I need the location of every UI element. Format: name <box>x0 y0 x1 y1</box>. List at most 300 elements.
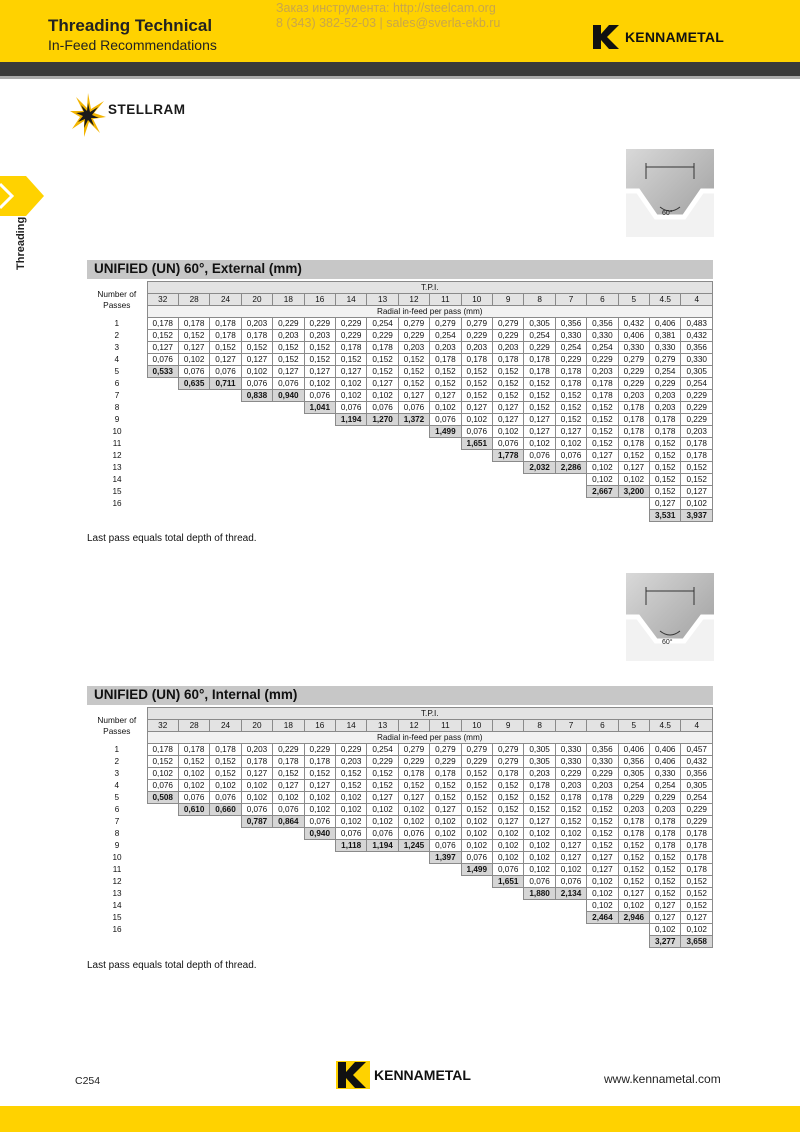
empty-cell <box>461 912 492 924</box>
empty-cell <box>398 924 429 936</box>
order-line-contact[interactable]: 8 (343) 382-52-03 | sales@sverla-ekb.ru <box>276 16 501 30</box>
empty-cell <box>367 474 398 486</box>
total-depth-cell: 1,651 <box>493 876 524 888</box>
empty-cell <box>178 402 209 414</box>
tpi-value: 12 <box>398 720 429 732</box>
thread-profile-internal-image <box>626 573 714 661</box>
empty-cell <box>524 486 555 498</box>
empty-cell <box>461 888 492 900</box>
infeed-cell: 0,152 <box>650 462 681 474</box>
empty-cell <box>178 840 209 852</box>
infeed-cell: 0,229 <box>681 402 713 414</box>
table-row <box>87 342 713 354</box>
infeed-cell: 0,229 <box>618 378 649 390</box>
empty-cell <box>524 900 555 912</box>
infeed-cell: 0,152 <box>681 462 713 474</box>
empty-cell <box>178 888 209 900</box>
empty-cell <box>241 828 272 840</box>
infeed-cell: 0,305 <box>618 768 649 780</box>
tpi-header: T.P.I. <box>147 282 712 294</box>
empty-cell <box>273 876 304 888</box>
infeed-cell: 0,254 <box>650 366 681 378</box>
infeed-cell: 0,229 <box>335 330 366 342</box>
empty-cell <box>273 402 304 414</box>
infeed-cell: 0,229 <box>618 366 649 378</box>
empty-cell <box>178 864 209 876</box>
infeed-cell: 0,127 <box>398 390 429 402</box>
empty-cell <box>430 438 461 450</box>
pass-number: 2 <box>114 331 120 340</box>
infeed-cell: 0,178 <box>681 852 713 864</box>
empty-cell <box>430 510 461 522</box>
pass-number: 9 <box>114 415 120 424</box>
internal-table-title-bar <box>87 686 713 705</box>
pass-number: 10 <box>112 853 122 862</box>
infeed-cell: 0,203 <box>493 342 524 354</box>
empty-cell <box>555 510 586 522</box>
empty-cell <box>147 888 178 900</box>
infeed-cell: 0,178 <box>178 744 209 756</box>
empty-cell <box>273 900 304 912</box>
infeed-cell: 0,127 <box>273 780 304 792</box>
infeed-cell: 0,102 <box>555 438 586 450</box>
infeed-cell: 0,127 <box>178 342 209 354</box>
passes-header-line1: Number of <box>97 714 137 725</box>
empty-cell <box>493 510 524 522</box>
table-row <box>87 390 713 402</box>
infeed-cell: 0,178 <box>335 342 366 354</box>
infeed-cell: 0,178 <box>681 864 713 876</box>
total-depth-cell: 1,118 <box>335 840 366 852</box>
table-row <box>87 912 713 924</box>
infeed-cell: 0,279 <box>493 318 524 330</box>
infeed-cell: 0,102 <box>493 840 524 852</box>
infeed-cell: 0,076 <box>273 378 304 390</box>
infeed-cell: 0,483 <box>681 318 713 330</box>
total-depth-cell: 0,787 <box>241 816 272 828</box>
infeed-cell: 0,127 <box>650 900 681 912</box>
empty-cell <box>178 828 209 840</box>
empty-cell <box>304 900 335 912</box>
infeed-cell: 0,178 <box>587 390 618 402</box>
tpi-value: 7 <box>555 720 586 732</box>
empty-cell <box>241 498 272 510</box>
infeed-cell: 0,229 <box>681 390 713 402</box>
infeed-cell: 0,330 <box>555 330 586 342</box>
empty-cell <box>555 900 586 912</box>
order-line-url[interactable]: Заказ инструмента: http://steelcam.org <box>276 1 496 15</box>
infeed-cell: 0,178 <box>493 768 524 780</box>
tpi-value: 4.5 <box>650 294 681 306</box>
empty-cell <box>398 936 429 948</box>
total-depth-cell: 1,372 <box>398 414 429 426</box>
empty-cell <box>304 450 335 462</box>
empty-cell <box>273 924 304 936</box>
empty-cell <box>241 402 272 414</box>
empty-cell <box>461 876 492 888</box>
empty-cell <box>367 852 398 864</box>
infeed-cell: 0,229 <box>367 756 398 768</box>
empty-cell <box>335 864 366 876</box>
infeed-cell: 0,127 <box>461 402 492 414</box>
table-row <box>87 366 713 378</box>
empty-cell <box>147 804 178 816</box>
empty-cell <box>398 498 429 510</box>
infeed-cell: 0,152 <box>681 888 713 900</box>
tpi-value: 28 <box>178 720 209 732</box>
infeed-cell: 0,203 <box>587 780 618 792</box>
empty-cell <box>493 498 524 510</box>
infeed-cell: 0,127 <box>681 912 713 924</box>
infeed-cell: 0,076 <box>493 864 524 876</box>
table-row <box>87 378 713 390</box>
infeed-cell: 0,127 <box>555 426 586 438</box>
empty-cell <box>555 924 586 936</box>
empty-cell <box>178 936 209 948</box>
empty-cell <box>335 936 366 948</box>
external-table-title: UNIFIED (UN) 60°, External (mm) <box>94 261 302 276</box>
infeed-cell: 0,254 <box>367 744 398 756</box>
infeed-cell: 0,406 <box>618 744 649 756</box>
infeed-cell: 0,127 <box>555 840 586 852</box>
infeed-cell: 0,152 <box>367 780 398 792</box>
infeed-cell: 0,076 <box>430 840 461 852</box>
empty-cell <box>524 498 555 510</box>
total-depth-cell: 1,651 <box>461 438 492 450</box>
pass-number: 3 <box>114 343 120 352</box>
infeed-cell: 0,178 <box>618 426 649 438</box>
infeed-cell: 0,178 <box>650 426 681 438</box>
empty-cell <box>178 876 209 888</box>
infeed-cell: 0,152 <box>210 342 241 354</box>
empty-cell <box>304 486 335 498</box>
infeed-cell: 0,330 <box>555 756 586 768</box>
empty-cell <box>367 462 398 474</box>
empty-cell <box>493 486 524 498</box>
tpi-value: 4 <box>681 720 713 732</box>
infeed-cell: 0,203 <box>461 342 492 354</box>
infeed-cell: 0,203 <box>335 756 366 768</box>
external-infeed-table <box>87 281 713 522</box>
infeed-cell: 0,127 <box>210 354 241 366</box>
infeed-cell: 0,229 <box>587 768 618 780</box>
empty-cell <box>430 912 461 924</box>
infeed-cell: 0,432 <box>681 756 713 768</box>
external-table-note: Last pass equals total depth of thread. <box>87 533 257 544</box>
table-row <box>87 318 713 330</box>
empty-cell <box>555 936 586 948</box>
empty-cell <box>178 414 209 426</box>
infeed-cell: 0,178 <box>524 366 555 378</box>
empty-cell <box>335 498 366 510</box>
empty-cell <box>210 876 241 888</box>
empty-cell <box>461 936 492 948</box>
empty-cell <box>493 900 524 912</box>
empty-cell <box>178 498 209 510</box>
infeed-cell: 0,432 <box>681 330 713 342</box>
empty-cell <box>210 402 241 414</box>
total-depth-cell: 1,245 <box>398 840 429 852</box>
infeed-cell: 0,127 <box>147 342 178 354</box>
empty-cell <box>241 474 272 486</box>
infeed-cell: 0,229 <box>681 804 713 816</box>
infeed-cell: 0,152 <box>524 402 555 414</box>
empty-cell <box>430 864 461 876</box>
infeed-cell: 0,229 <box>524 342 555 354</box>
empty-cell <box>367 936 398 948</box>
infeed-cell: 0,102 <box>555 828 586 840</box>
empty-cell <box>367 876 398 888</box>
empty-cell <box>367 498 398 510</box>
empty-cell <box>398 486 429 498</box>
infeed-cell: 0,127 <box>367 378 398 390</box>
infeed-cell: 0,152 <box>367 366 398 378</box>
internal-table-title: UNIFIED (UN) 60°, Internal (mm) <box>94 687 298 702</box>
tpi-value: 8 <box>524 720 555 732</box>
pass-number: 1 <box>114 745 120 754</box>
empty-cell <box>304 924 335 936</box>
infeed-cell: 0,076 <box>147 354 178 366</box>
empty-cell <box>210 450 241 462</box>
empty-cell <box>524 924 555 936</box>
empty-cell <box>430 486 461 498</box>
infeed-cell: 0,102 <box>430 816 461 828</box>
infeed-cell: 0,152 <box>587 816 618 828</box>
infeed-cell: 0,152 <box>555 414 586 426</box>
pass-number: 10 <box>112 427 122 436</box>
infeed-cell: 0,178 <box>618 402 649 414</box>
infeed-cell: 0,102 <box>210 780 241 792</box>
infeed-cell: 0,229 <box>273 744 304 756</box>
order-info <box>276 1 500 31</box>
external-table-title-bar <box>87 260 713 279</box>
empty-cell <box>335 462 366 474</box>
infeed-cell: 0,178 <box>650 828 681 840</box>
infeed-cell: 0,178 <box>618 438 649 450</box>
infeed-cell: 0,152 <box>210 768 241 780</box>
infeed-cell: 0,076 <box>461 852 492 864</box>
empty-cell <box>304 936 335 948</box>
infeed-cell: 0,102 <box>493 852 524 864</box>
empty-cell <box>147 498 178 510</box>
infeed-cell: 0,203 <box>241 318 272 330</box>
infeed-cell: 0,178 <box>587 792 618 804</box>
infeed-cell: 0,203 <box>587 366 618 378</box>
infeed-cell: 0,102 <box>241 792 272 804</box>
infeed-cell: 0,152 <box>618 450 649 462</box>
empty-cell <box>461 510 492 522</box>
total-depth-cell: 3,200 <box>618 486 649 498</box>
empty-cell <box>430 924 461 936</box>
infeed-cell: 0,406 <box>650 744 681 756</box>
pass-number: 14 <box>112 901 122 910</box>
empty-cell <box>398 900 429 912</box>
empty-cell <box>147 414 178 426</box>
infeed-cell: 0,102 <box>587 474 618 486</box>
infeed-cell: 0,076 <box>524 876 555 888</box>
infeed-cell: 0,127 <box>493 414 524 426</box>
empty-cell <box>241 510 272 522</box>
infeed-cell: 0,152 <box>618 840 649 852</box>
empty-cell <box>241 888 272 900</box>
infeed-cell: 0,229 <box>461 330 492 342</box>
pass-number: 8 <box>114 403 120 412</box>
infeed-cell: 0,279 <box>430 744 461 756</box>
table-row <box>87 864 713 876</box>
infeed-cell: 0,127 <box>524 426 555 438</box>
infeed-cell: 0,102 <box>618 900 649 912</box>
infeed-cell: 0,102 <box>241 780 272 792</box>
infeed-cell: 0,356 <box>681 342 713 354</box>
infeed-cell: 0,330 <box>555 744 586 756</box>
infeed-cell: 0,229 <box>681 816 713 828</box>
infeed-cell: 0,229 <box>587 354 618 366</box>
internal-table-note: Last pass equals total depth of thread. <box>87 960 257 971</box>
table-row <box>87 936 713 948</box>
total-depth-cell: 0,864 <box>273 816 304 828</box>
side-tab-chevron-icon <box>0 176 44 216</box>
empty-cell <box>147 486 178 498</box>
infeed-cell: 0,102 <box>304 792 335 804</box>
empty-cell <box>210 510 241 522</box>
empty-cell <box>241 864 272 876</box>
empty-cell <box>147 876 178 888</box>
empty-cell <box>618 510 649 522</box>
infeed-cell: 0,102 <box>524 828 555 840</box>
empty-cell <box>210 462 241 474</box>
infeed-cell: 0,152 <box>555 402 586 414</box>
empty-cell <box>367 426 398 438</box>
table-row <box>87 414 713 426</box>
thread-profile-external-image <box>626 149 714 237</box>
tpi-value: 18 <box>273 720 304 732</box>
empty-cell <box>430 876 461 888</box>
empty-cell <box>241 414 272 426</box>
infeed-cell: 0,406 <box>618 330 649 342</box>
empty-cell <box>210 426 241 438</box>
infeed-cell: 0,178 <box>650 414 681 426</box>
total-depth-cell: 0,533 <box>147 366 178 378</box>
empty-cell <box>147 840 178 852</box>
total-depth-cell: 0,660 <box>210 804 241 816</box>
pass-number: 4 <box>114 781 120 790</box>
infeed-cell: 0,152 <box>210 756 241 768</box>
infeed-cell: 0,178 <box>178 318 209 330</box>
empty-cell <box>273 450 304 462</box>
empty-cell <box>241 426 272 438</box>
infeed-cell: 0,076 <box>524 450 555 462</box>
infeed-cell: 0,152 <box>493 366 524 378</box>
infeed-cell: 0,127 <box>273 366 304 378</box>
infeed-cell: 0,203 <box>650 390 681 402</box>
empty-cell <box>461 900 492 912</box>
kennametal-k-icon <box>592 24 622 50</box>
empty-cell <box>367 900 398 912</box>
empty-cell <box>430 900 461 912</box>
infeed-cell: 0,152 <box>335 354 366 366</box>
infeed-cell: 0,102 <box>524 864 555 876</box>
infeed-cell: 0,127 <box>587 450 618 462</box>
infeed-cell: 0,178 <box>147 318 178 330</box>
empty-cell <box>241 840 272 852</box>
infeed-cell: 0,152 <box>524 390 555 402</box>
empty-cell <box>555 912 586 924</box>
infeed-cell: 0,127 <box>430 390 461 402</box>
empty-cell <box>304 840 335 852</box>
infeed-cell: 0,178 <box>210 744 241 756</box>
tpi-value: 20 <box>241 720 272 732</box>
infeed-cell: 0,178 <box>650 840 681 852</box>
infeed-cell: 0,102 <box>335 804 366 816</box>
kennametal-wordmark: KENNAMETAL <box>625 29 724 45</box>
pass-number: 16 <box>112 499 122 508</box>
infeed-cell: 0,178 <box>681 450 713 462</box>
infeed-cell: 0,178 <box>555 378 586 390</box>
empty-cell <box>210 390 241 402</box>
empty-cell <box>618 924 649 936</box>
empty-cell <box>304 438 335 450</box>
infeed-cell: 0,127 <box>304 366 335 378</box>
empty-cell <box>335 876 366 888</box>
empty-cell <box>147 828 178 840</box>
empty-cell <box>178 486 209 498</box>
infeed-cell: 0,076 <box>493 438 524 450</box>
website-link[interactable]: www.kennametal.com <box>604 1072 721 1086</box>
empty-cell <box>273 864 304 876</box>
infeed-cell: 0,152 <box>555 390 586 402</box>
infeed-cell: 0,229 <box>430 756 461 768</box>
infeed-cell: 0,152 <box>587 828 618 840</box>
header-band <box>0 0 800 62</box>
empty-cell <box>273 438 304 450</box>
infeed-cell: 0,203 <box>273 330 304 342</box>
table-row <box>87 510 713 522</box>
total-depth-cell: 1,499 <box>461 864 492 876</box>
empty-cell <box>335 438 366 450</box>
radial-infeed-header: Radial in-feed per pass (mm) <box>147 732 712 744</box>
infeed-cell: 0,254 <box>650 780 681 792</box>
infeed-cell: 0,102 <box>461 414 492 426</box>
infeed-cell: 0,203 <box>618 390 649 402</box>
pass-number: 7 <box>114 817 120 826</box>
infeed-cell: 0,102 <box>367 390 398 402</box>
tpi-value: 16 <box>304 720 335 732</box>
infeed-cell: 0,152 <box>178 756 209 768</box>
page-subtitle: In-Feed Recommendations <box>48 37 217 53</box>
infeed-cell: 0,178 <box>493 354 524 366</box>
infeed-cell: 0,102 <box>178 354 209 366</box>
infeed-cell: 0,102 <box>493 828 524 840</box>
infeed-cell: 0,178 <box>681 828 713 840</box>
table-row <box>87 354 713 366</box>
tpi-value: 14 <box>335 294 366 306</box>
empty-cell <box>210 828 241 840</box>
infeed-cell: 0,279 <box>461 318 492 330</box>
infeed-cell: 0,330 <box>681 354 713 366</box>
empty-cell <box>273 840 304 852</box>
infeed-cell: 0,102 <box>147 768 178 780</box>
infeed-cell: 0,203 <box>430 342 461 354</box>
stellram-logo <box>70 93 220 137</box>
empty-cell <box>461 450 492 462</box>
tpi-value: 10 <box>461 294 492 306</box>
infeed-cell: 0,178 <box>681 840 713 852</box>
infeed-cell: 0,203 <box>650 804 681 816</box>
infeed-cell: 0,152 <box>147 756 178 768</box>
infeed-cell: 0,178 <box>555 792 586 804</box>
infeed-cell: 0,178 <box>210 318 241 330</box>
infeed-cell: 0,152 <box>681 474 713 486</box>
